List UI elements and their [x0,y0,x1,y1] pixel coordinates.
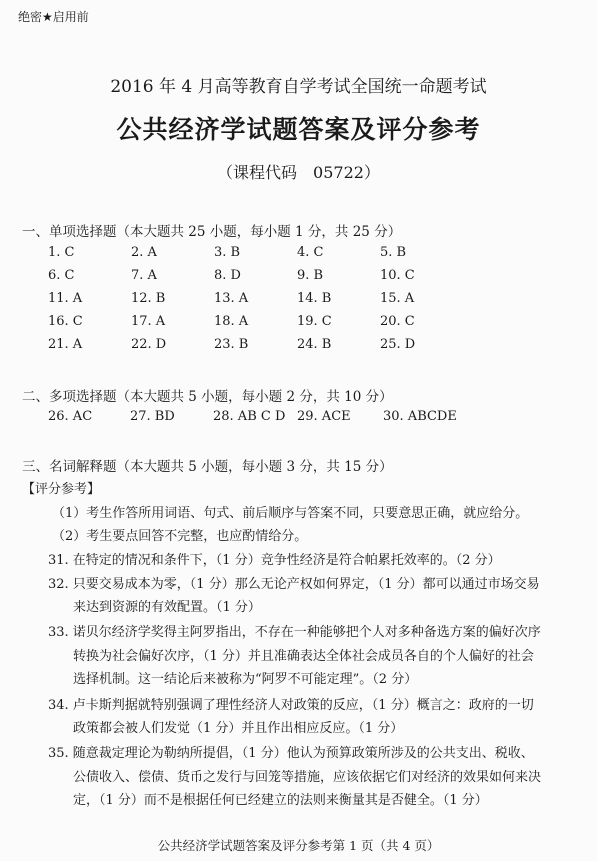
answer-35: 35. 随意裁定理论为勒纳所提倡，（1 分）他认为预算政策所涉及的公共支出、税收、 [48,746,534,761]
answer-33-cont: 选择机制。这一结论后来被称为“阿罗不可能定理”。（2 分） [73,672,418,687]
answer-32: 32. 只要交易成本为零，（1 分）那么无论产权如何界定，（1 分）都可以通过市场交易 [48,577,540,592]
answer-cell: 15. A [380,291,415,306]
section1-heading: 一、单项选择题（本大题共 25 小题，每小题 1 分，共 25 分） [22,224,402,240]
answer-cell: 5. B [380,245,407,260]
answer-row [48,310,463,333]
answer-cell: 1. C [48,245,75,260]
answer-cell: 6. C [48,268,75,283]
page-footer: 公共经济学试题答案及评分参考第 1 页（共 4 页） [157,838,440,853]
answer-cell: 8. D [214,268,241,283]
answer-row [48,333,463,356]
answer-34-cont: 政策都会被人们发觉（1 分）并且作出相应反应。（1 分） [73,721,404,736]
answer-cell: 27. BD [130,409,175,424]
answer-cell: 21. A [48,337,83,352]
answer-cell: 11. A [48,291,83,306]
answer-cell: 17. A [131,314,166,329]
single-choice-answers [48,241,463,356]
answer-cell: 2. A [131,245,157,260]
answer-31: 31. 在特定的情况和条件下，（1 分）竞争性经济是符合帕累托效率的。（2 分） [48,553,501,568]
answer-cell: 18. A [214,314,249,329]
section2-heading: 二、多项选择题（本大题共 5 小题，每小题 2 分，共 10 分） [22,389,393,405]
answer-34: 34. 卢卡斯判据就特别强调了理性经济人对政策的反应，（1 分）概言之：政府的一切 [48,698,534,713]
answer-33: 33. 诺贝尔经济学奖得主阿罗指出，不存在一种能够把个人对多种备选方案的偏好次序 [48,625,541,640]
answer-row [48,264,463,287]
answer-cell: 23. B [214,337,249,352]
answer-cell: 19. C [297,314,332,329]
answer-row [48,241,463,264]
answer-row [48,287,463,310]
answer-cell: 24. B [297,337,332,352]
document-title: 公共经济学试题答案及评分参考 [116,115,481,144]
answer-cell: 9. B [297,268,324,283]
answer-cell: 30. ABCDE [383,409,457,424]
answer-cell: 13. A [214,291,249,306]
answer-cell: 16. C [48,314,83,329]
answer-33-cont: 转换为社会偏好次序，（1 分）并且准确表达全体社会成员各自的个人偏好的社会 [73,649,534,664]
exam-title: 2016 年 4 月高等教育自学考试全国统一命题考试 [110,77,487,97]
scoring-note: （2）考生要点回答不完整，也应酌情给分。 [52,529,308,544]
answer-32-cont: 来达到资源的有效配置。（1 分） [73,600,261,615]
answer-cell: 4. C [297,245,324,260]
answer-cell: 29. ACE [297,409,351,424]
answer-cell: 26. AC [48,409,93,424]
secret-mark: 绝密★启用前 [18,10,89,24]
scoring-reference-label: 【评分参考】 [22,482,101,497]
answer-cell: 28. AB C D [213,409,286,424]
answer-cell: 20. C [380,314,415,329]
answer-cell: 3. B [214,245,241,260]
answer-cell: 22. D [131,337,167,352]
answer-cell: 7. A [131,268,157,283]
answer-cell: 25. D [380,337,416,352]
section3-heading: 三、名词解释题（本大题共 5 小题，每小题 3 分，共 15 分） [22,459,393,475]
answer-cell: 14. B [297,291,332,306]
course-code: （课程代码 05722） [217,163,380,182]
scoring-note: （1）考生作答所用词语、句式、前后顺序与答案不同，只要意思正确，就应给分。 [52,506,529,521]
answer-cell: 12. B [131,291,166,306]
answer-35-cont: 定，（1 分）而不是根据任何已经建立的法则来衡量其是否健全。（1 分） [73,793,488,808]
answer-35-cont: 公债收入、偿债、货币之发行与回笼等措施，应该依据它们对经济的效果如何来决 [73,770,542,785]
multiple-choice-answers [0,409,597,429]
answer-cell: 10. C [380,268,415,283]
